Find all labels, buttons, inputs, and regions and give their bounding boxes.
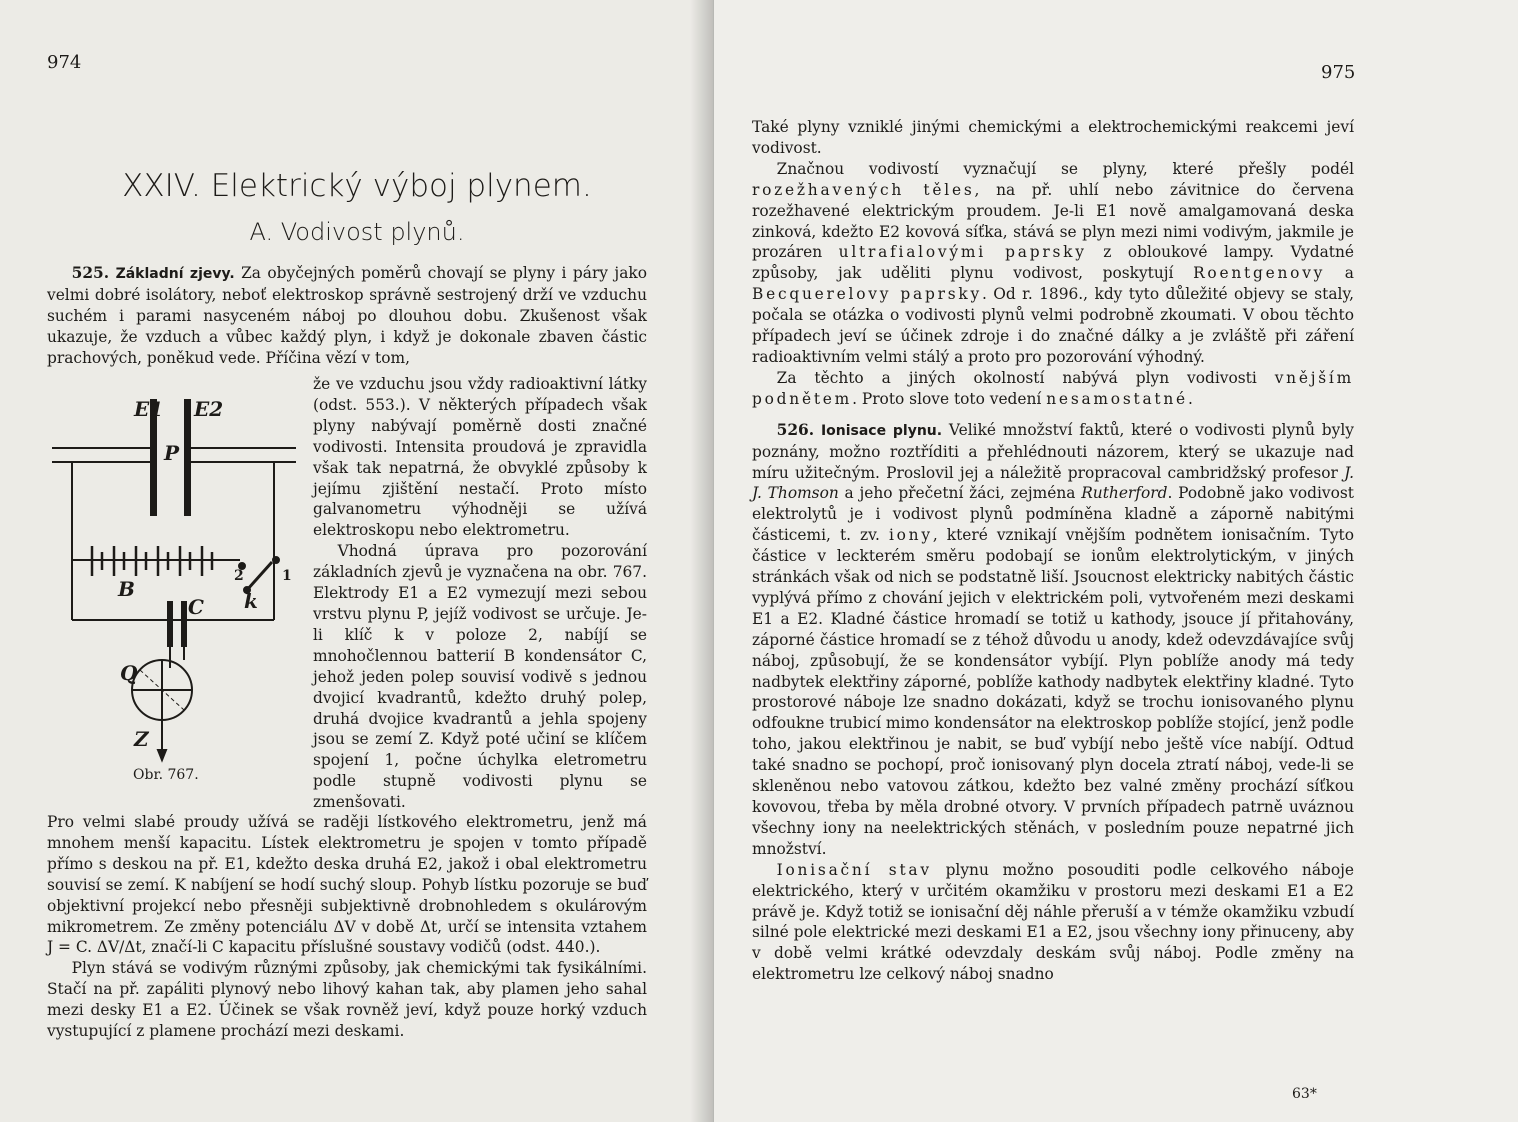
paragraph-525 xyxy=(47,263,647,369)
left-page xyxy=(0,0,714,1122)
figure-767-diagram xyxy=(44,390,306,770)
signature-mark: 63* xyxy=(1292,1086,1317,1102)
right-page xyxy=(714,0,1518,1122)
paragraph-text: Značnou vodivostí vyznačují se plyny, které přešly podél rozežhavených těles, na př. uhlí nebo závitnice do červena rozežhavené elektrickým proudem. Je-li E1 nově amalgamovaná deska zinková, kdežto E2 kovová síťka, stává se plyn mezi nimi vodivým, jakmile je prozáren ultrafialovými paprsky z obloukové lampy. Vydatné způsoby, jak uděliti plynu vodivost, poskytují Roentgenovy a Becquerelovy paprsky. Od r. 1896., kdy tyto důležité objevy se staly, počala se otázka o vodivosti plynů velmi podrobně zkoumati. V obou těchto případech jeví se účinek zdroje i do značné dálky a je zvláště při záření radioaktivním velmi stálý a proto pro pozorování výhodný. xyxy=(752,159,1355,366)
label-e1: E1 xyxy=(134,397,164,421)
paragraph-text: Také plyny vzniklé jinými chemickými a elektrochemickými reakcemi jeví vodivost. xyxy=(752,118,1354,157)
label-c: C xyxy=(188,595,204,619)
label-p: P xyxy=(164,441,180,465)
paragraph-526: 526. Ionisace plynu. Veliké množství faktů, které o vodivosti plynů byly poznány, možno roztříditi a přehlédnouti názorem, který se ukazuje nad míru užitečným. Proslovil jej a náležitě propracoval cambridžský profesor J. J. Thomson a jeho přečetní žáci, zejména Rutherford. Podobně jako vodivost elektrolytů je i vodivost plynů podmíněna kladně a záporně nabitými částicemi, t. zv. iony, které vznikají vnějším podnětem ionisačním. Tyto částice v leckterém směru podobají se ionům elektrolytickým, v jiných stránkách však od nich se podstatně liší. Jsoucnost elektricky nabitých částic vyplývá přímo z chování jejich v elektrickém poli, vytvořeném mezi deskami E1 a E2. Kladné částice hromadí se totiž u kathody, jsouce jí přitahovány, záporné částice hromadí se z téhož důvodu u anody, kdež odevzdávajíce svůj náboj, způsobují, že se kondensátor vybíjí. Plyn poblíže anody má tedy nadbytek elektřiny záporné, poblíže kathody nadbytek elektřiny kladné. Tyto prostorové náboje lze snadno dokázati, když se trochu ionisovaného plynu odfoukne trubicí mimo kondensátor na elektroskop poblíže stojící, jenž podle toho, jakou elektřinou je nabit, se buď vybíjí nebo ještě více nabíjí. Odtud také snadno se pochopí, proč ionisovaný plyn docela ztratí náboj, vede-li se skleněnou nebo vatovou zátkou, kdežto bez valné změny prochází síťkou kovovou, třeba by měla drobné otvory. V prvních případech patrně uváznou všechny iony na neelektrických stěnách, v posledním pouze nepatrné jich množství. xyxy=(752,420,1354,858)
side-paragraph-2: Vhodná úprava pro pozorování základních zjevů je vyznačena na obr. 767. Elektrody E1 a E2 vymezují mezi sebou vrstvu plynu P, jejíž vodivost se určuje. Je-li klíč k v poloze 2, nabíjí se mnohočlennou batterií B kondensátor C, jehož jeden polep souvisí vodivě s jednou dvojicí kvadrantů, kdežto druhý polep, druhá dvojice kvadrantů a jehla spojeny jsou se zemí Z. Když poté učiní se klíčem spojení 1, počne úchylka eletrometru podle stupně vodivosti plynu se zmenšovati. xyxy=(313,542,647,812)
side-column-text xyxy=(313,374,647,813)
section-title: A. Vodivost plynů. xyxy=(249,218,465,246)
right-page-text xyxy=(752,117,1354,985)
figure-caption: Obr. 767. xyxy=(133,767,199,783)
section-heading: Ionisace plynu. xyxy=(820,422,943,439)
paragraph-text: Plyn stává se vodivým různými způsoby, jak chemickými tak fysikálními. Stačí na př. zapáliti plynový nebo lihový kahan tak, aby plamen jeho sahal mezi desky E1 a E2. Účinek se však rovněž jeví, když pouze horký vzduch vystupující z plamene prochází mezi deskami. xyxy=(47,959,647,1041)
electrode-e2 xyxy=(185,400,190,515)
key-k-lever xyxy=(247,562,272,590)
paragraph-text: Za těchto a jiných okolností nabývá plyn vodivosti vnějším podnětem. Proto slove toto vedení nesamostatné. xyxy=(752,368,1354,408)
capacitor-plate-2 xyxy=(182,602,186,646)
chapter-title: XXIV. Elektrický výboj plynem. xyxy=(122,168,592,204)
label-e2: E2 xyxy=(194,397,224,421)
label-position-2: 2 xyxy=(234,568,244,584)
paragraph-after-figure xyxy=(47,812,647,1042)
section-number: 526. xyxy=(776,420,815,439)
paragraph-text: Pro velmi slabé proudy užívá se raději lístkového elektrometru, jenž má mnohem menší kapacitu. Lístek elektrometru je spojen v tomto případě přímo s deskou na př. E1, kdežto deska druhá E2, jakož i obal elektrometru souvisí se zemí. K nabíjení se hodí suchý sloup. Pohyb lístku pozoruje se buď objektivní projekcí nebo přesněji subjektivně drobnohledem s okulárovým mikrometrem. Ze změny potenciálu ΔV v době Δt, určí se intensita vztahem J = C. ΔV/Δt, značí-li C kapacitu příslušné soustavy vodičů (odst. 440.). xyxy=(47,813,647,957)
label-z: Z xyxy=(134,727,149,751)
label-b: B xyxy=(118,577,135,601)
label-k: k xyxy=(244,589,258,613)
label-position-1: 1 xyxy=(282,568,292,584)
page-number-left: 974 xyxy=(47,52,82,73)
capacitor-plate-1 xyxy=(168,602,172,646)
paragraph-text: Ionisační stav plynu možno posouditi podle celkového náboje elektrického, který v určitém okamžiku v prostoru mezi deskami E1 a E2 právě je. Když totiž se ionisační děj náhle přeruší a v témže okamžiku vzbudí silné pole elektrické mezi deskami E1 a E2, jsou všechny iony přinuceny, aby v době velmi krátké odevzdaly deskám svůj náboj. Podle změny na elektrometru lze celkový náboj snadno xyxy=(752,860,1354,984)
page-number-right: 975 xyxy=(1321,62,1356,83)
section-heading: Základní zjevy. xyxy=(115,266,235,282)
label-q: Q xyxy=(120,661,138,685)
section-number: 525. xyxy=(71,264,110,282)
paragraph-text: Za obyčejných poměrů chovají se plyny i páry jako velmi dobré isolátory, neboť elektroskop správně sestrojený drží ve vzduchu suchém i parami nasyceném náboj po dlouhou dobu. Zkušenost však ukazuje, že vzduch a vůbec každý plyn, i když je dokonale zbaven částic prachových, poněkud vede. Příčina vězí v tom, xyxy=(47,264,647,367)
side-paragraph-1: že ve vzduchu jsou vždy radioaktivní látky (odst. 553.). V některých případech však plyny nabývají poměrně dosti značné vodivosti. Intensita proudová je zpravidla však tak nepatrná, že obvyklé způsoby k jejímu zjištění nestačí. Proto místo galvanometru výhodněji se užívá elektroskopu nebo elektrometru. xyxy=(313,375,647,540)
